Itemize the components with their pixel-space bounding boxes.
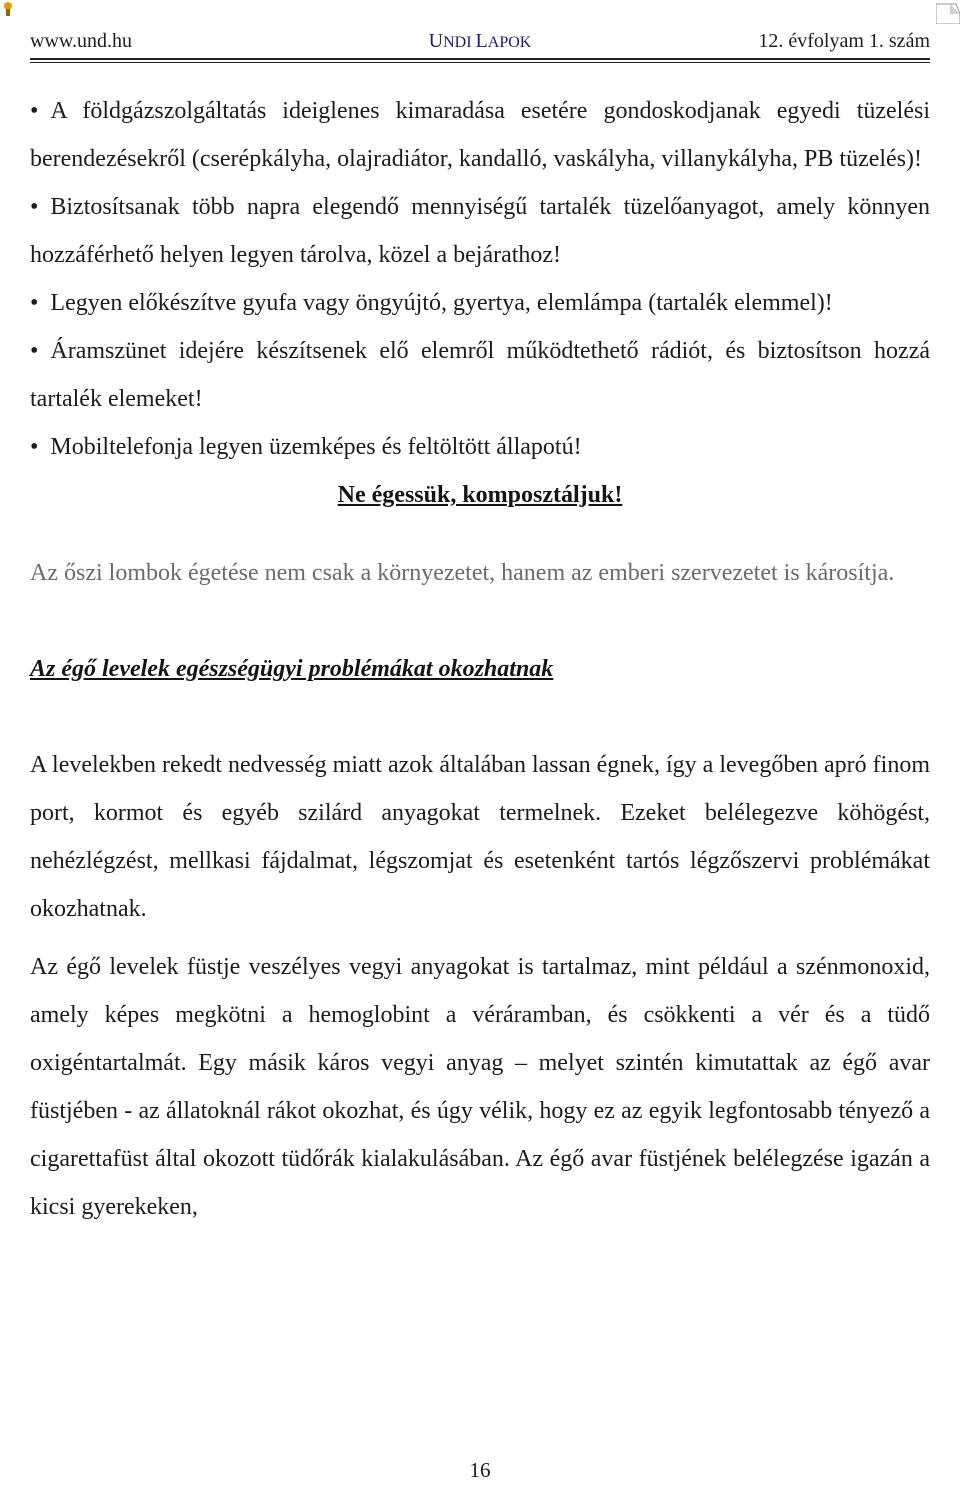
header-site: www.und.hu — [30, 30, 133, 52]
article-lead: Az őszi lombok égetése nem csak a környezetet, hanem az emberi szervezetet is károsítja. — [30, 560, 895, 586]
header-publication-title: UNDI LAPOK — [428, 30, 532, 52]
page-fold-icon — [936, 0, 960, 24]
body-paragraph: Az égő levelek füstje veszélyes vegyi anyagokat is tartalmaz, mint például a szénmonoxid, amely képes megkötni a hemoglobint a véráramban, és csökkenti a vér és a tüdő oxigéntartalmát. Egy másik káros vegyi anyag – melyet szintén kimutattak az égő avar füstjében - az állatoknál rákot okozhat, és úgy vélik, hogy ez az egyik legfontosabb tényező a cigarettafüst által okozott tüdőrák kialakulásában. Az égő avar füstjének belélegzése igazán a kicsi gyerekeken, — [30, 954, 930, 1220]
bullet-item: • Áramszünet idejére készítsenek elő elemről működtethető rádiót, és biztosítson hozzá tartalék elemeket! — [30, 327, 930, 423]
bullet-item: • Mobiltelefonja legyen üzemképes és feltöltött állapotú! — [30, 423, 930, 471]
bullet-item: • Biztosítsanak több napra elegendő mennyiségű tartalék tüzelőanyagot, amely könnyen hozzáférhető helyen legyen tárolva, közel a bejárathoz! — [30, 183, 930, 279]
corner-marker-icon — [0, 0, 18, 18]
header-issue: 12. évfolyam 1. szám — [758, 30, 930, 52]
header-divider — [30, 58, 930, 63]
body-paragraph: A levelekben rekedt nedvesség miatt azok általában lassan égnek, így a levegőben apró finom port, kormot és egyéb szilárd anyagokat termelnek. Ezeket belélegezve köhögést, nehézlégzést, mellkasi fájdalmat, légszomjat és esetenként tartós légzőszervi problémákat okozhatnak. — [30, 752, 930, 922]
page-number: 16 — [469, 1458, 491, 1482]
page-header — [30, 26, 930, 56]
section-title: Az égő levelek egészségügyi problémákat okozhatnak — [30, 656, 554, 682]
bullet-item: • A földgázszolgáltatás ideiglenes kimaradása esetére gondoskodjanak egyedi tüzelési berendezésekről (cserépkályha, olajradiátor, kandalló, vaskályha, villanykályha, PB tüzelés)! — [30, 87, 930, 183]
article-title: Ne égessük, komposztáljuk! — [337, 482, 623, 508]
bullet-item: • Legyen előkészítve gyufa vagy öngyújtó, gyertya, elemlámpa (tartalék elemmel)! — [30, 279, 930, 327]
page-content — [30, 87, 930, 1231]
